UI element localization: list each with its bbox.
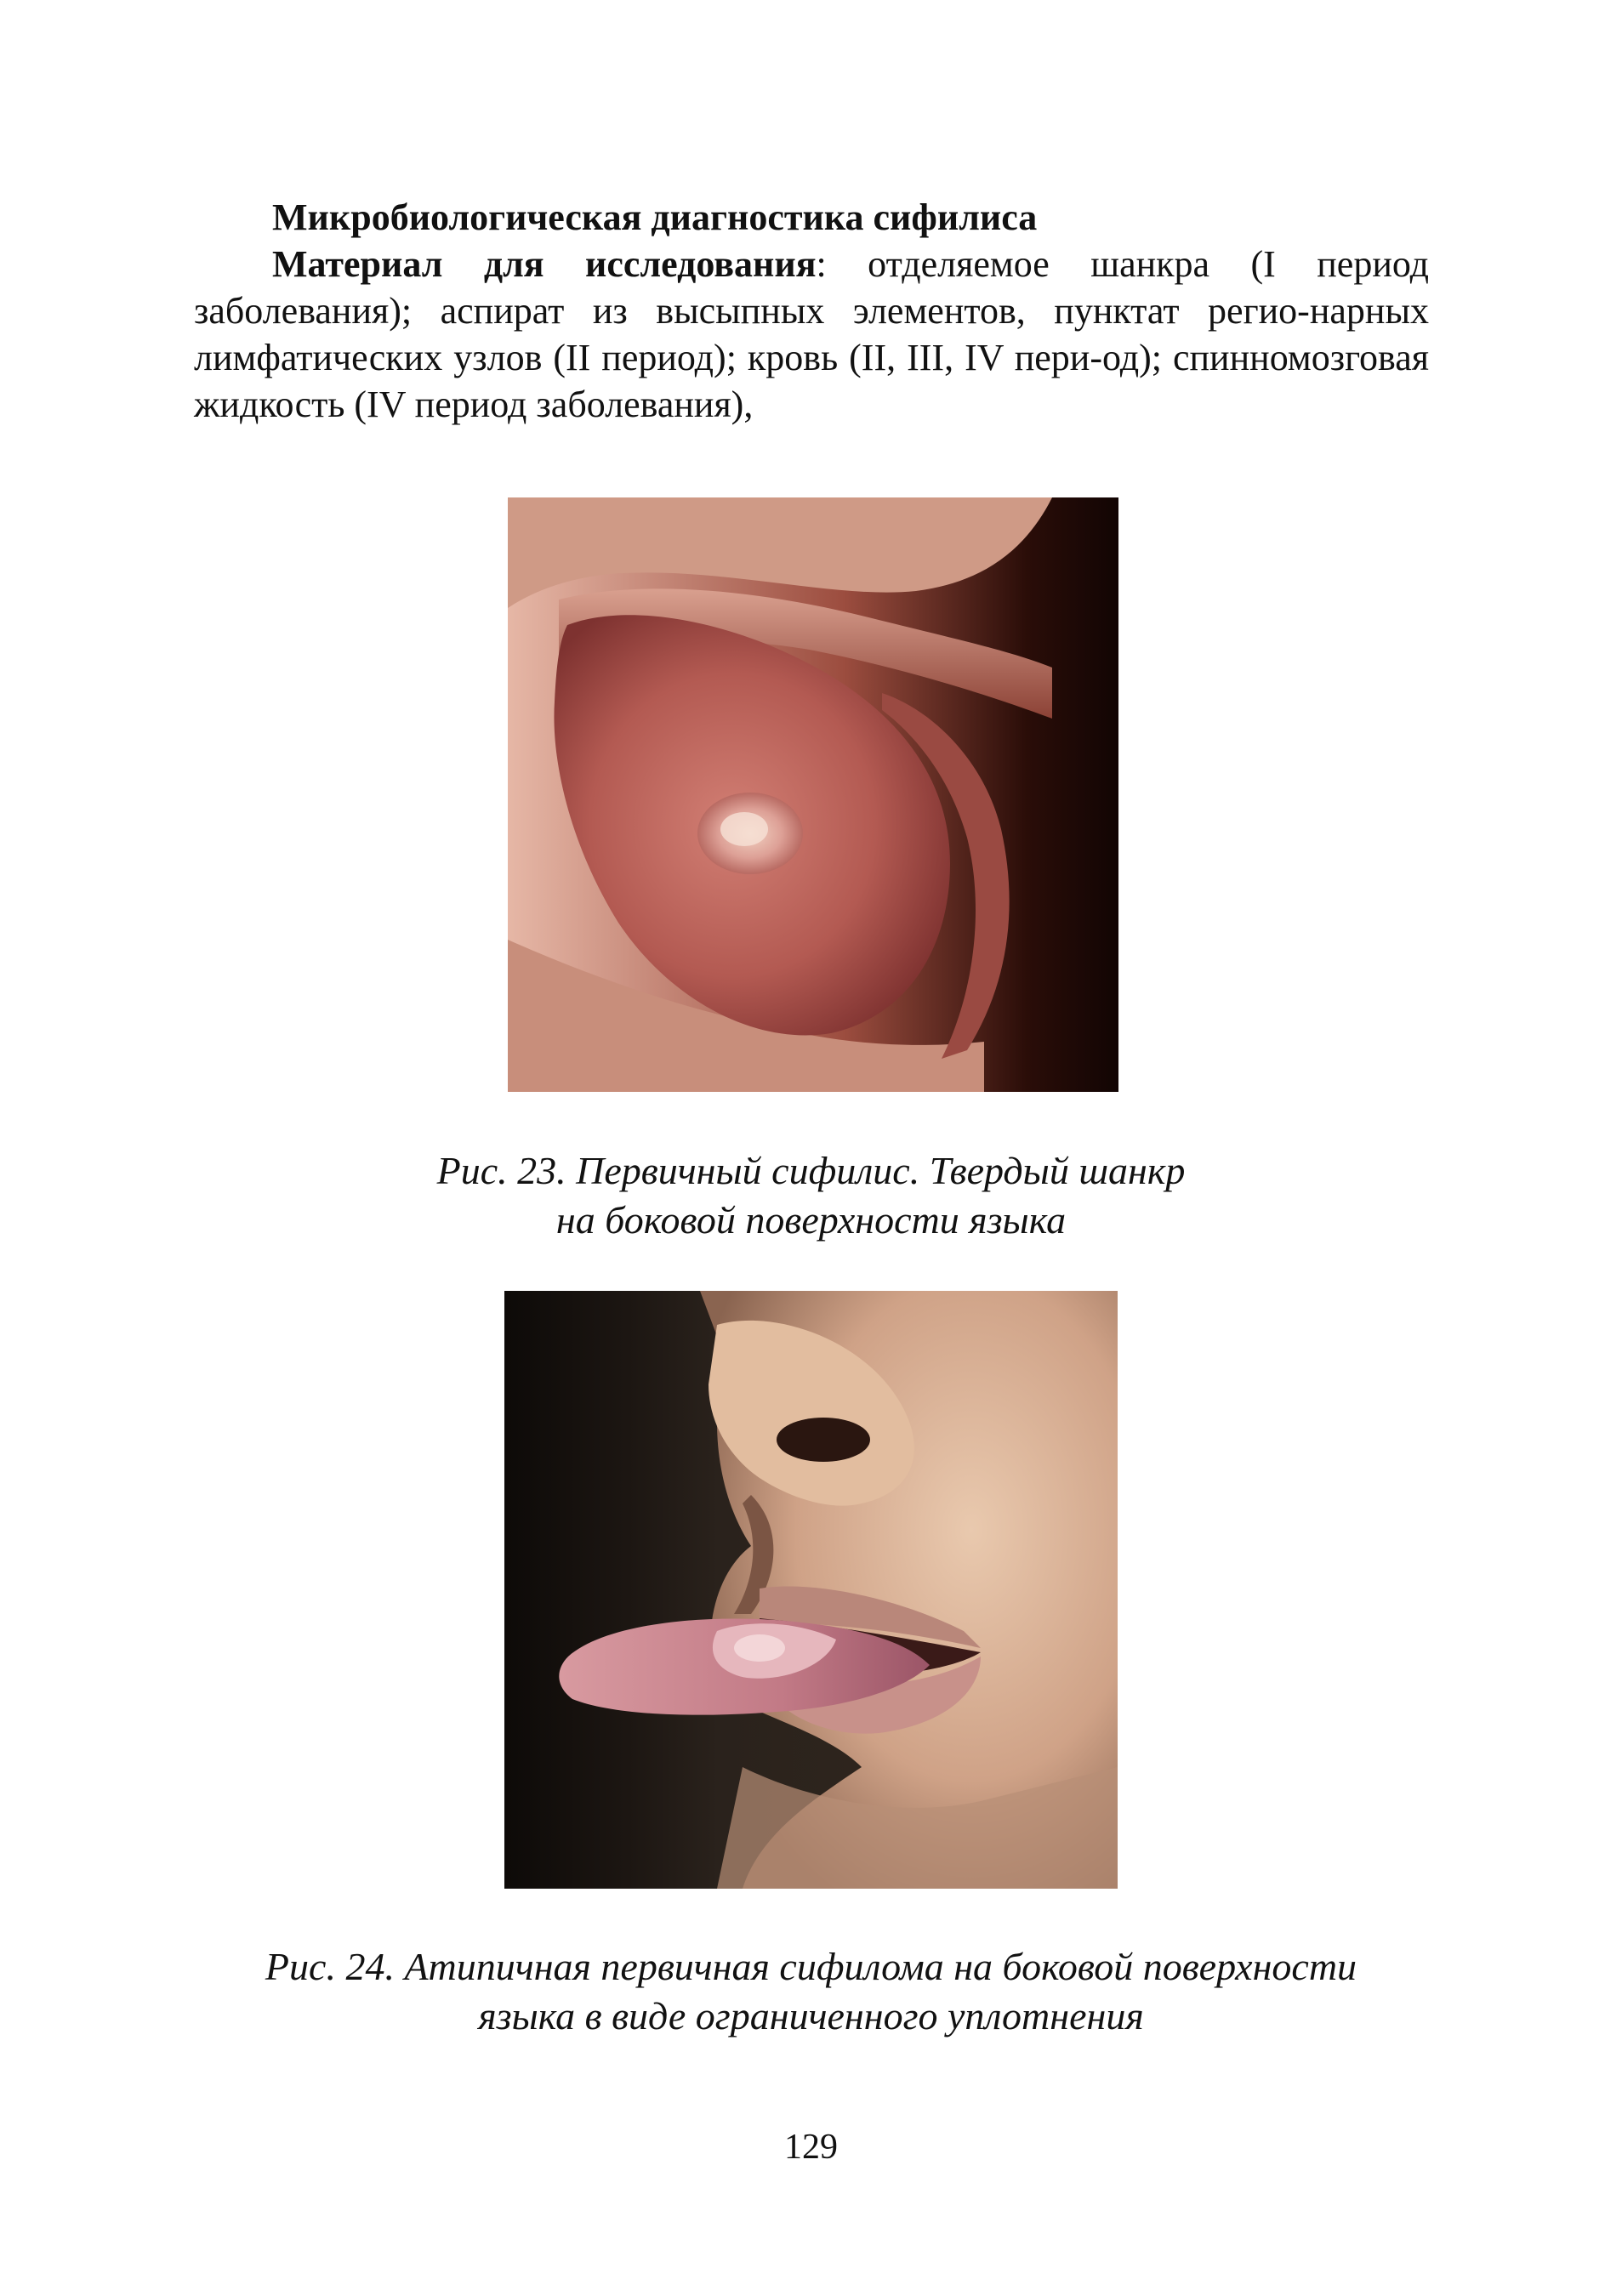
material-label: Материал для исследования: [272, 243, 817, 285]
material-text: : отделяемое шанкра (I период заболевания); аспират из высыпных элементов, пунктат регио-нарных лимфатических узлов (II период); кровь (II, III, IV пери-од); спинномозговая жидкость (IV период заболевания),: [194, 243, 1429, 425]
figure-23-caption-line1: Рис. 23. Первичный сифилис. Твердый шанкр: [436, 1149, 1186, 1192]
figure-24-caption-line1: Рис. 24. Атипичная первичная сифилома на боковой поверхности: [265, 1945, 1357, 1988]
figure-24-caption: [170, 1942, 1452, 2041]
body-text: [194, 194, 1429, 428]
section-heading: Микробиологическая диагностика сифилиса: [272, 196, 1038, 238]
figure-24-caption-line2: языка в виде ограниченного уплотнения: [478, 1994, 1144, 2037]
material-paragraph: [194, 241, 1429, 428]
figure-23-photo: [508, 497, 1118, 1092]
figure-23-caption: [170, 1146, 1452, 1245]
page-number: 129: [784, 2128, 838, 2167]
figure-23-caption-line2: на боковой поверхности языка: [555, 1198, 1067, 1242]
figure-24-photo: [504, 1291, 1118, 1889]
